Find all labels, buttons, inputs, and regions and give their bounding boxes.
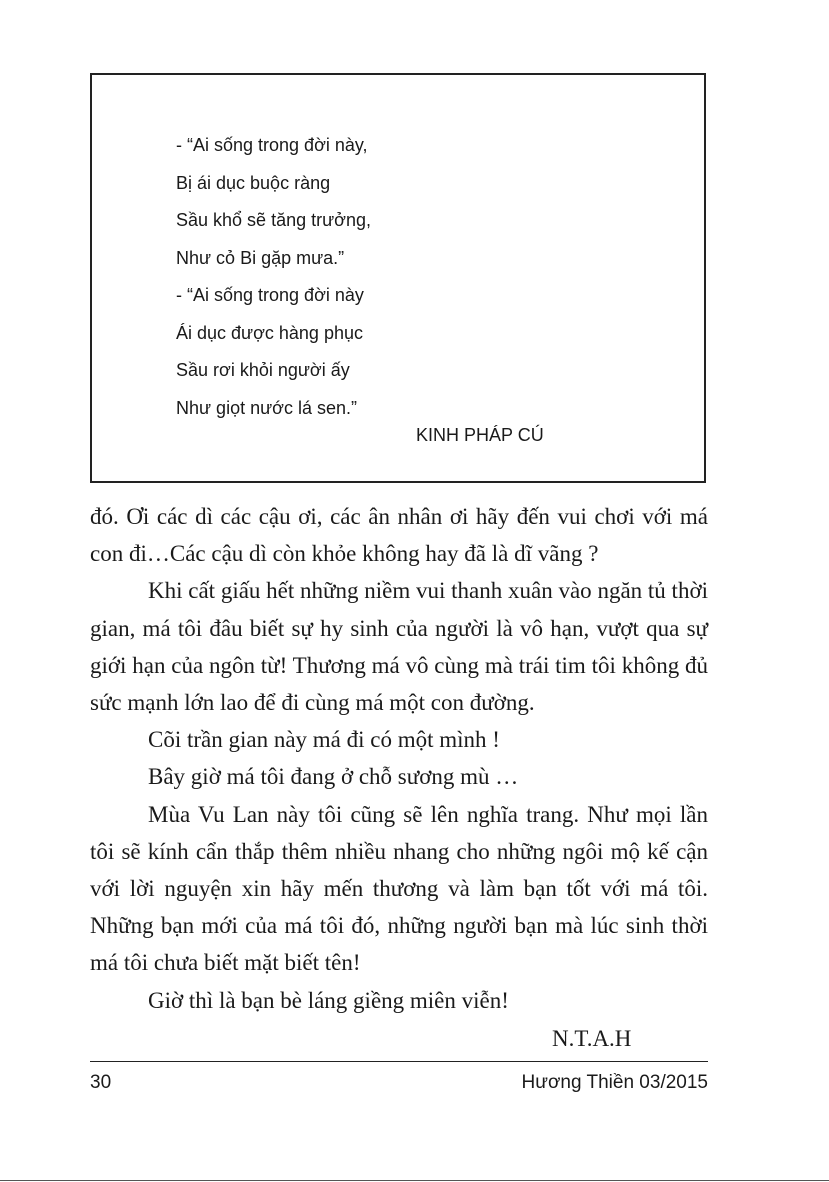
- paragraph: Khi cất giấu hết những niềm vui thanh xuân vào ngăn tủ thời gian, má tôi đâu biết sự hy sinh của người là vô hạn, vượt qua sự giới hạn của ngôn từ! Thương má vô cùng mà trái tim tôi không đủ sức mạnh lớn lao để đi cùng má một con đường.: [90, 578, 708, 716]
- verse-line: Như giọt nước lá sen.”: [176, 397, 357, 418]
- author-signature: N.T.A.H: [552, 1026, 632, 1051]
- verse-line: - “Ai sống trong đời này: [176, 285, 364, 305]
- verse-line: Sầu khổ sẽ tăng trưởng,: [176, 210, 371, 230]
- verse-line: Ái dục được hàng phục: [176, 322, 363, 343]
- paragraph: Mùa Vu Lan này tôi cũng sẽ lên nghĩa trang. Như mọi lần tôi sẽ kính cẩn thắp thêm nhiều nhang cho những ngôi mộ kế cận với lời nguyện xin hãy mến thương và làm bạn tốt với má tôi. Những bạn mới của má tôi đó, những người bạn mà lúc sinh thời má tôi chưa biết mặt biết tên!: [90, 801, 708, 976]
- paragraph: Cõi trần gian này má đi có một mình !: [148, 727, 500, 753]
- footer-divider: [90, 1061, 708, 1062]
- paragraph: Bây giờ má tôi đang ở chỗ sương mù …: [148, 764, 519, 790]
- verse-line: Bị ái dục buộc ràng: [176, 172, 331, 193]
- paragraph: đó. Ơi các dì các cậu ơi, các ân nhân ơi hãy đến vui chơi với má con đi…Các cậu dì còn khỏe không hay đã là dĩ vãng ?: [90, 504, 708, 567]
- journal-issue: Hương Thiền 03/2015: [521, 1072, 708, 1093]
- body-text: [90, 498, 708, 1019]
- verse-line: Sầu rơi khỏi người ấy: [176, 360, 350, 380]
- verse-line: - “Ai sống trong đời này,: [176, 135, 368, 155]
- quote-box: [90, 73, 706, 483]
- verse-line: Như cỏ Bi gặp mưa.”: [176, 247, 345, 268]
- quote-source: KINH PHÁP CÚ: [416, 425, 544, 445]
- verse: [176, 127, 371, 427]
- page-edge: [0, 1180, 829, 1181]
- paragraph: Giờ thì là bạn bè láng giềng miên viễn!: [148, 987, 509, 1013]
- page-number: 30: [90, 1072, 112, 1093]
